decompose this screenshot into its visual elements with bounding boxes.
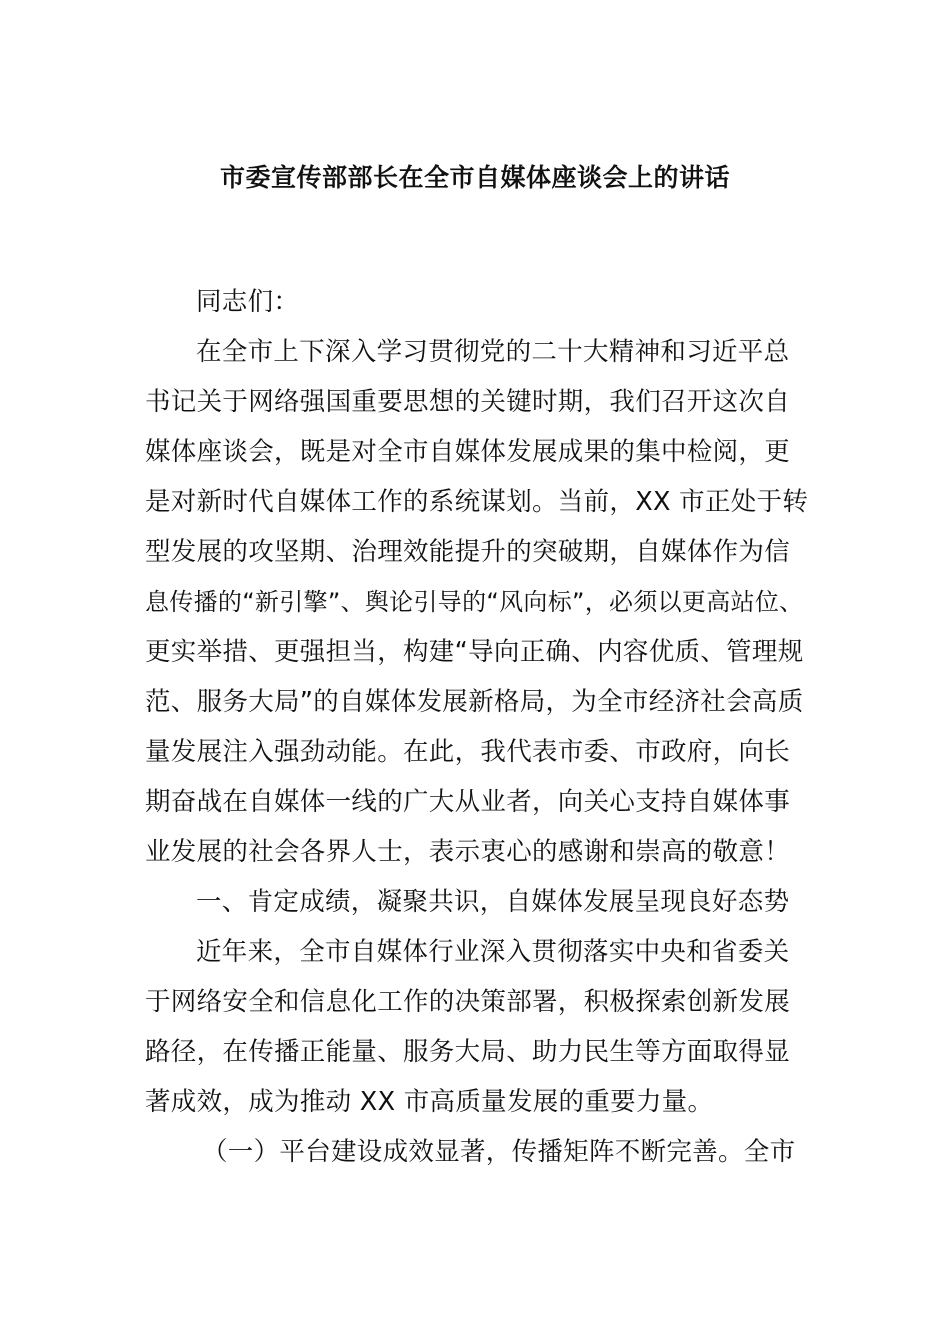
section-heading: 一、肯定成绩，凝聚共识，自媒体发展呈现良好态势 (196, 887, 790, 917)
paragraph-line: 期奋战在自媒体一线的广大从业者，向关心支持自媒体事 (145, 787, 791, 817)
paragraph-line: 是对新时代自媒体工作的系统谋划。当前，XX 市正处于转 (145, 487, 809, 517)
paragraph-line: 著成效，成为推动 XX 市高质量发展的重要力量。 (145, 1087, 714, 1117)
paragraph-line: 型发展的攻坚期、治理效能提升的突破期，自媒体作为信 (145, 537, 791, 567)
paragraph-line: 更实举措、更强担当，构建“导向正确、内容优质、管理规 (145, 637, 804, 667)
document-title: 市委宣传部部长在全市自媒体座谈会上的讲话 (219, 163, 730, 192)
paragraph-line: 量发展注入强劲动能。在此，我代表市委、市政府，向长 (145, 737, 791, 767)
paragraph-line: 在全市上下深入学习贯彻党的二十大精神和习近平总 (196, 337, 790, 367)
paragraph-line: 近年来，全市自媒体行业深入贯彻落实中央和省委关 (196, 937, 790, 967)
salutation: 同志们： (196, 287, 300, 317)
subsection-heading: （一）平台建设成效显著，传播矩阵不断完善。全市 (202, 1137, 796, 1167)
paragraph-line: 于网络安全和信息化工作的决策部署，积极探索创新发展 (145, 987, 791, 1017)
paragraph-line: 书记关于网络强国重要思想的关键时期，我们召开这次自 (145, 387, 791, 417)
paragraph-line: 范、服务大局”的自媒体发展新格局，为全市经济社会高质 (145, 687, 804, 717)
paragraph-line: 息传播的“新引擎”、舆论引导的“风向标”，必须以更高站位、 (145, 588, 804, 616)
paragraph-line: 业发展的社会各界人士，表示衷心的感谢和崇高的敬意！ (145, 837, 791, 867)
paragraph-line: 媒体座谈会，既是对全市自媒体发展成果的集中检阅，更 (145, 437, 791, 467)
paragraph-line: 路径，在传播正能量、服务大局、助力民生等方面取得显 (145, 1037, 791, 1067)
